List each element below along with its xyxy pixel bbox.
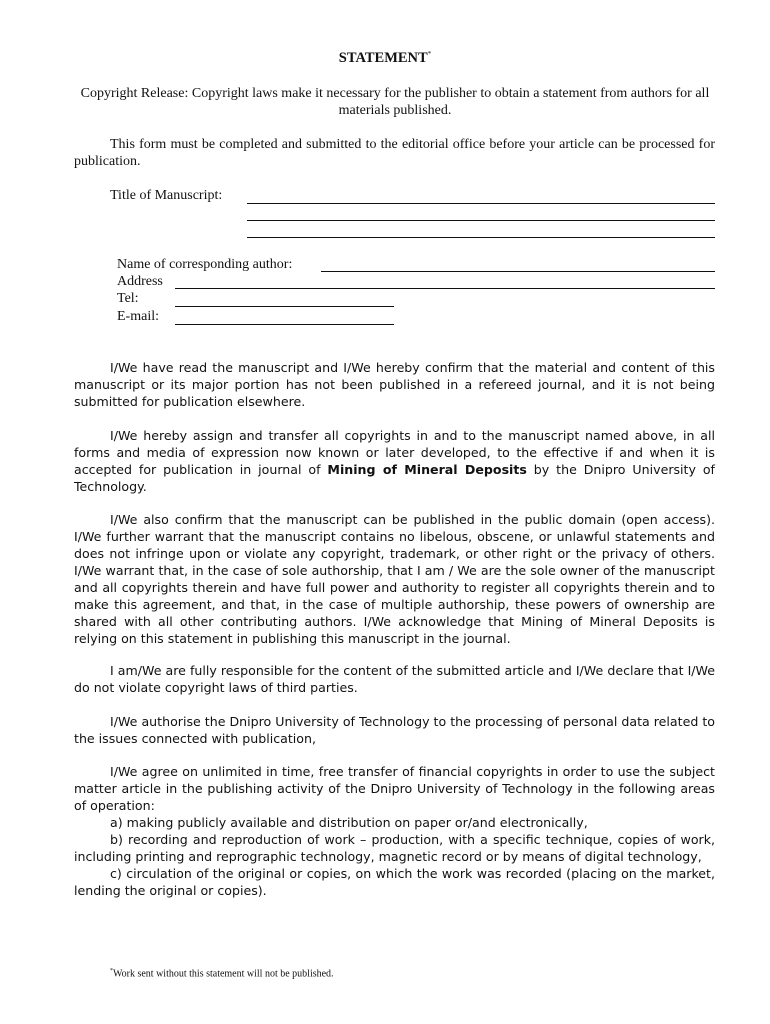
address-label: Address	[117, 274, 163, 289]
title-line-3[interactable]	[247, 237, 715, 238]
address-line[interactable]	[175, 288, 715, 289]
email-line[interactable]	[175, 324, 394, 325]
title-text: STATEMENT	[338, 50, 428, 66]
transfer-text-before: I/We hereby assign and transfer all copyrights in and to the manuscript named above, in all forms and media of expression now known or later developed, to the effective if and when it is accepted for publication in journal of	[74, 428, 715, 477]
footnote	[110, 968, 334, 979]
tel-label: Tel:	[117, 291, 139, 306]
area-item-b: b) recording and reproduction of work – production, with a specific technique, copies of work, including printing and reprographic technology, magnetic record or by means of digital technology,	[74, 832, 715, 864]
paragraph-warranty: I/We also confirm that the manuscript can be published in the public domain (open access). I/We further warrant that the manuscript contains no libelous, obscene, or unlawful statements and does not infringe upon or violate any copyright, trademark, or other right or the privacy of others. I/We warrant that, in the case of sole authorship, that I am / We are the sole owner of the manuscript and all copyrights therein and have full power and authority to register all copyrights therein and to make this agreement, and that, in the case of multiple authorship, these powers of ownership are shared with all other contributing authors. I/We acknowledge that Mining of Mineral Deposits is relying on this statement in publishing this manuscript in the journal.	[74, 512, 715, 646]
title-line-1[interactable]	[247, 203, 715, 204]
email-label: E-mail:	[117, 309, 159, 324]
title-line-2[interactable]	[247, 220, 715, 221]
paragraph-financial-rights	[74, 763, 715, 899]
copyright-release-intro: Copyright Release: Copyright laws make it necessary for the publisher to obtain a statement from authors for all materials published.	[80, 86, 710, 118]
area-item-c: c) circulation of the original or copies, on which the work was recorded (placing on the market, lending the original or copies).	[74, 866, 715, 898]
footnote-mark: *	[110, 968, 113, 974]
title-footnote-mark: *	[427, 50, 432, 59]
paragraph-responsibility: I am/We are fully responsible for the content of the submitted article and I/We declare that I/We do not violate copyright laws of third parties.	[74, 663, 715, 695]
paragraph-personal-data: I/We authorise the Dnipro University of Technology to the processing of personal data related to the issues connected with publication,	[74, 714, 715, 746]
footnote-text: Work sent without this statement will not be published.	[113, 968, 334, 980]
form-instructions: This form must be completed and submitted to the editorial office before your article can be processed for publication.	[74, 137, 715, 169]
paragraph-confirmation: I/We have read the manuscript and I/We hereby confirm that the material and content of this manuscript or its major portion has not been published in a refereed journal, and it is not being submitted for publication elsewhere.	[74, 360, 715, 409]
document-title	[0, 50, 770, 67]
area-item-a: a) making publicly available and distribution on paper or/and electronically,	[110, 815, 588, 830]
journal-name: Mining of Mineral Deposits	[327, 462, 527, 477]
paragraph-copyright-transfer	[74, 427, 715, 495]
transfer-text-after: by the Dnipro University of Technology.	[74, 462, 715, 494]
financial-rights-lead: I/We agree on unlimited in time, free transfer of financial copyrights in order to use the subject matter article in the publishing activity of the Dnipro University of Technology in the following areas of operation:	[74, 764, 715, 813]
title-of-manuscript-label: Title of Manuscript:	[110, 188, 223, 203]
corresponding-author-label: Name of corresponding author:	[117, 257, 293, 272]
tel-line[interactable]	[175, 306, 394, 307]
corresponding-author-line[interactable]	[321, 271, 715, 272]
